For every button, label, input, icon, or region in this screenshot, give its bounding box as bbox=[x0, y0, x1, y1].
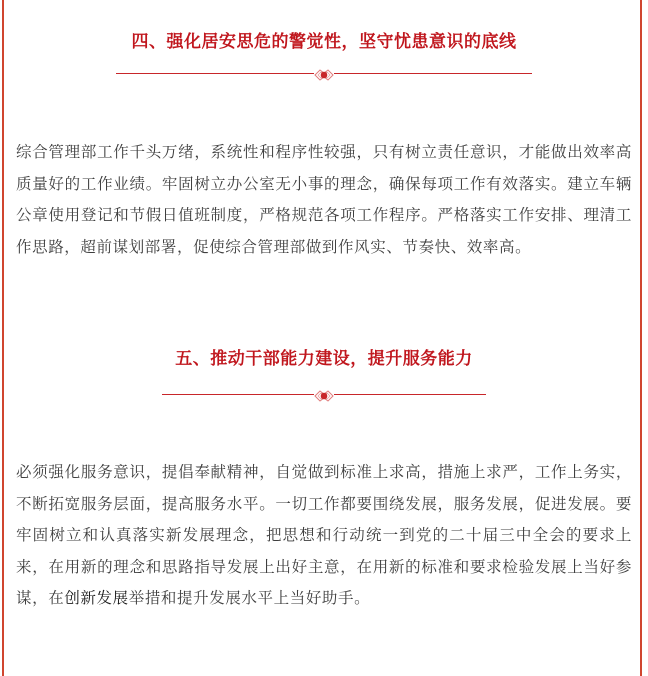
paragraph-text-after: 举措和提升发展水平上当好助手。 bbox=[128, 589, 371, 607]
section-4-title: 四、强化居安思危的警觉性，坚守忧患意识的底线 bbox=[131, 32, 517, 52]
ornament-diamond-icon bbox=[314, 67, 334, 81]
section-4-divider bbox=[116, 67, 532, 81]
section-4-paragraph: 综合管理部工作千头万绪，系统性和程序性较强，只有树立责任意识，才能做出效率高质量好的工作业绩。牢固树立办公室无小事的理念，确保每项工作有效落实。建立车辆公章使用登记和节假日值班制度，严格规范各项工作程序。严格落实工作安排、理清工作思路，超前谋划部署，促使综合管理部做到作风实、节奏快、效率高。 bbox=[16, 143, 632, 256]
paragraph-text-before: 必须强化服务意识，提倡奉献精神，自觉做到标准上求高，措施上求严，工作上务实，不断拓宽服务层面，提高服务水平。一切工作都要围绕发展，服务发展，促进发展。要牢固树立和认真落实新发展理念，把思想和行动统一到党的二十届三中全会的要求上来，在用新的理念和思路指导发展上出好主意，在用新的标准和要求检验发展上当好参谋，在 bbox=[16, 463, 632, 607]
paragraph-emphasis: 创新发展 bbox=[64, 589, 129, 607]
section-5-title: 五、推动干部能力建设，提升服务能力 bbox=[175, 349, 473, 369]
section-5-paragraph bbox=[16, 457, 632, 615]
ornament-diamond-icon bbox=[314, 388, 334, 402]
section-5-divider bbox=[162, 388, 486, 402]
